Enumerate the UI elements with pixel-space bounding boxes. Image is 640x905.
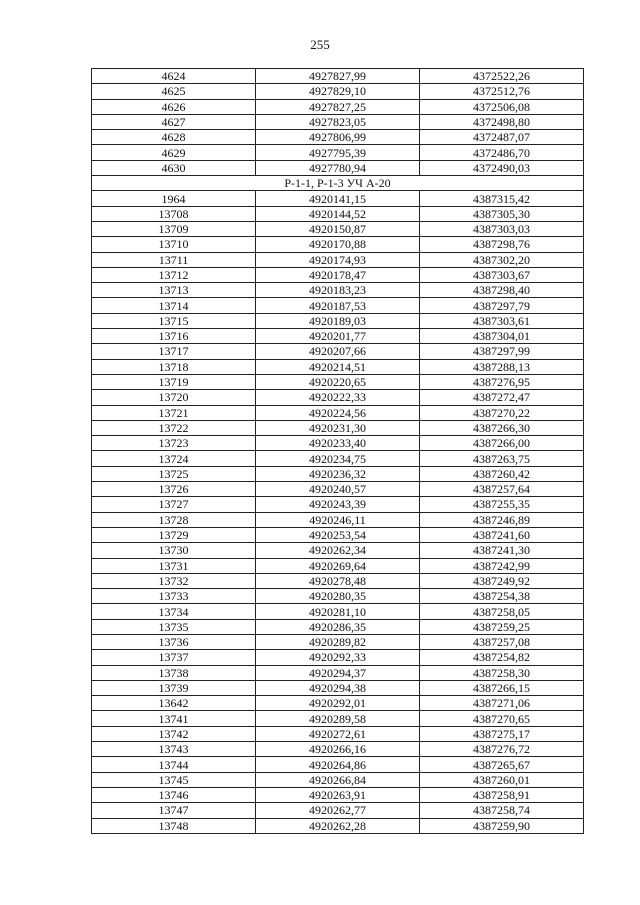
point-number-cell: 13735	[92, 619, 256, 634]
point-number-cell: 13747	[92, 803, 256, 818]
table-row	[92, 512, 584, 527]
point-number-cell: 13708	[92, 206, 256, 221]
point-number-cell: 13642	[92, 696, 256, 711]
point-number-cell: 13709	[92, 221, 256, 236]
point-number-cell: 13729	[92, 527, 256, 542]
x-coordinate-cell: 4920272,61	[256, 726, 420, 741]
point-number-cell: 13715	[92, 313, 256, 328]
table-row	[92, 543, 584, 558]
y-coordinate-cell: 4387259,90	[420, 818, 584, 833]
y-coordinate-cell: 4387258,30	[420, 665, 584, 680]
y-coordinate-cell: 4387255,35	[420, 497, 584, 512]
y-coordinate-cell: 4372498,80	[420, 114, 584, 129]
table-row	[92, 787, 584, 802]
table-row	[92, 390, 584, 405]
y-coordinate-cell: 4387254,38	[420, 589, 584, 604]
table-row	[92, 359, 584, 374]
x-coordinate-cell: 4920187,53	[256, 298, 420, 313]
point-number-cell: 4629	[92, 145, 256, 160]
section-title: Р-1-1, Р-1-3 УЧ А-20	[92, 176, 584, 191]
y-coordinate-cell: 4387270,65	[420, 711, 584, 726]
point-number-cell: 13723	[92, 436, 256, 451]
point-number-cell: 13716	[92, 329, 256, 344]
table-row	[92, 451, 584, 466]
x-coordinate-cell: 4920266,84	[256, 772, 420, 787]
point-number-cell: 13743	[92, 742, 256, 757]
y-coordinate-cell: 4372506,08	[420, 99, 584, 114]
table-row	[92, 84, 584, 99]
y-coordinate-cell: 4387241,60	[420, 527, 584, 542]
x-coordinate-cell: 4920266,16	[256, 742, 420, 757]
table-row	[92, 604, 584, 619]
x-coordinate-cell: 4920262,34	[256, 543, 420, 558]
x-coordinate-cell: 4920253,54	[256, 527, 420, 542]
y-coordinate-cell: 4387276,72	[420, 742, 584, 757]
x-coordinate-cell: 4920262,28	[256, 818, 420, 833]
y-coordinate-cell: 4387265,67	[420, 757, 584, 772]
table-row	[92, 221, 584, 236]
x-coordinate-cell: 4920233,40	[256, 436, 420, 451]
y-coordinate-cell: 4387260,01	[420, 772, 584, 787]
x-coordinate-cell: 4920289,82	[256, 634, 420, 649]
x-coordinate-cell: 4920240,57	[256, 482, 420, 497]
point-number-cell: 13733	[92, 589, 256, 604]
table-row	[92, 757, 584, 772]
table-row	[92, 191, 584, 206]
x-coordinate-cell: 4927795,39	[256, 145, 420, 160]
y-coordinate-cell: 4387305,30	[420, 206, 584, 221]
table-row	[92, 436, 584, 451]
y-coordinate-cell: 4387241,30	[420, 543, 584, 558]
y-coordinate-cell: 4387302,20	[420, 252, 584, 267]
y-coordinate-cell: 4387260,42	[420, 466, 584, 481]
table-row	[92, 711, 584, 726]
y-coordinate-cell: 4387298,76	[420, 237, 584, 252]
table-row	[92, 619, 584, 634]
y-coordinate-cell: 4387258,05	[420, 604, 584, 619]
y-coordinate-cell: 4372490,03	[420, 160, 584, 175]
point-number-cell: 13730	[92, 543, 256, 558]
table-row	[92, 680, 584, 695]
x-coordinate-cell: 4920224,56	[256, 405, 420, 420]
point-number-cell: 13725	[92, 466, 256, 481]
point-number-cell: 13728	[92, 512, 256, 527]
x-coordinate-cell: 4920286,35	[256, 619, 420, 634]
point-number-cell: 13726	[92, 482, 256, 497]
table-row	[92, 482, 584, 497]
y-coordinate-cell: 4387303,67	[420, 267, 584, 282]
x-coordinate-cell: 4920214,51	[256, 359, 420, 374]
y-coordinate-cell: 4387249,92	[420, 573, 584, 588]
y-coordinate-cell: 4387259,25	[420, 619, 584, 634]
coordinates-table-body	[92, 69, 584, 834]
point-number-cell: 13727	[92, 497, 256, 512]
x-coordinate-cell: 4920234,75	[256, 451, 420, 466]
x-coordinate-cell: 4920141,15	[256, 191, 420, 206]
table-row	[92, 206, 584, 221]
x-coordinate-cell: 4927823,05	[256, 114, 420, 129]
table-row	[92, 130, 584, 145]
y-coordinate-cell: 4387297,99	[420, 344, 584, 359]
x-coordinate-cell: 4920292,33	[256, 650, 420, 665]
x-coordinate-cell: 4920150,87	[256, 221, 420, 236]
point-number-cell: 13744	[92, 757, 256, 772]
table-row	[92, 420, 584, 435]
x-coordinate-cell: 4920280,35	[256, 589, 420, 604]
table-row	[92, 237, 584, 252]
table-row	[92, 329, 584, 344]
x-coordinate-cell: 4920183,23	[256, 283, 420, 298]
y-coordinate-cell: 4372522,26	[420, 69, 584, 84]
table-row	[92, 374, 584, 389]
y-coordinate-cell: 4387272,47	[420, 390, 584, 405]
y-coordinate-cell: 4387303,61	[420, 313, 584, 328]
y-coordinate-cell: 4372512,76	[420, 84, 584, 99]
point-number-cell: 13737	[92, 650, 256, 665]
x-coordinate-cell: 4920201,77	[256, 329, 420, 344]
y-coordinate-cell: 4387275,17	[420, 726, 584, 741]
point-number-cell: 13731	[92, 558, 256, 573]
y-coordinate-cell: 4387315,42	[420, 191, 584, 206]
table-row	[92, 283, 584, 298]
point-number-cell: 13721	[92, 405, 256, 420]
point-number-cell: 13732	[92, 573, 256, 588]
y-coordinate-cell: 4387271,06	[420, 696, 584, 711]
table-row	[92, 634, 584, 649]
point-number-cell: 1964	[92, 191, 256, 206]
page-number: 255	[310, 37, 330, 52]
point-number-cell: 4624	[92, 69, 256, 84]
x-coordinate-cell: 4920294,38	[256, 680, 420, 695]
x-coordinate-cell: 4920264,86	[256, 757, 420, 772]
table-row	[92, 114, 584, 129]
table-row	[92, 665, 584, 680]
point-number-cell: 13738	[92, 665, 256, 680]
x-coordinate-cell: 4927780,94	[256, 160, 420, 175]
x-coordinate-cell: 4920170,88	[256, 237, 420, 252]
section-header-row	[92, 176, 584, 191]
x-coordinate-cell: 4920292,01	[256, 696, 420, 711]
point-number-cell: 13717	[92, 344, 256, 359]
y-coordinate-cell: 4387270,22	[420, 405, 584, 420]
y-coordinate-cell: 4387298,40	[420, 283, 584, 298]
table-row	[92, 818, 584, 833]
x-coordinate-cell: 4927827,25	[256, 99, 420, 114]
point-number-cell: 13713	[92, 283, 256, 298]
point-number-cell: 13712	[92, 267, 256, 282]
point-number-cell: 13718	[92, 359, 256, 374]
x-coordinate-cell: 4920231,30	[256, 420, 420, 435]
table-row	[92, 742, 584, 757]
point-number-cell: 13719	[92, 374, 256, 389]
x-coordinate-cell: 4920144,52	[256, 206, 420, 221]
point-number-cell: 4630	[92, 160, 256, 175]
point-number-cell: 13722	[92, 420, 256, 435]
y-coordinate-cell: 4387254,82	[420, 650, 584, 665]
y-coordinate-cell: 4387288,13	[420, 359, 584, 374]
x-coordinate-cell: 4920281,10	[256, 604, 420, 619]
coordinates-table	[91, 68, 584, 834]
table-row	[92, 527, 584, 542]
x-coordinate-cell: 4920278,48	[256, 573, 420, 588]
y-coordinate-cell: 4387258,91	[420, 787, 584, 802]
x-coordinate-cell: 4920207,66	[256, 344, 420, 359]
y-coordinate-cell: 4387266,00	[420, 436, 584, 451]
y-coordinate-cell: 4387297,79	[420, 298, 584, 313]
y-coordinate-cell: 4387266,30	[420, 420, 584, 435]
y-coordinate-cell: 4387246,89	[420, 512, 584, 527]
point-number-cell: 13724	[92, 451, 256, 466]
x-coordinate-cell: 4920189,03	[256, 313, 420, 328]
point-number-cell: 13746	[92, 787, 256, 802]
point-number-cell: 13742	[92, 726, 256, 741]
point-number-cell: 4625	[92, 84, 256, 99]
point-number-cell: 13741	[92, 711, 256, 726]
x-coordinate-cell: 4920263,91	[256, 787, 420, 802]
table-row	[92, 589, 584, 604]
table-row	[92, 466, 584, 481]
table-row	[92, 344, 584, 359]
y-coordinate-cell: 4372486,70	[420, 145, 584, 160]
y-coordinate-cell: 4372487,07	[420, 130, 584, 145]
point-number-cell: 4627	[92, 114, 256, 129]
y-coordinate-cell: 4387242,99	[420, 558, 584, 573]
point-number-cell: 13711	[92, 252, 256, 267]
point-number-cell: 13714	[92, 298, 256, 313]
point-number-cell: 13736	[92, 634, 256, 649]
table-row	[92, 803, 584, 818]
table-row	[92, 772, 584, 787]
y-coordinate-cell: 4387276,95	[420, 374, 584, 389]
point-number-cell: 13734	[92, 604, 256, 619]
y-coordinate-cell: 4387304,01	[420, 329, 584, 344]
x-coordinate-cell: 4920174,93	[256, 252, 420, 267]
table-row	[92, 99, 584, 114]
y-coordinate-cell: 4387258,74	[420, 803, 584, 818]
x-coordinate-cell: 4920294,37	[256, 665, 420, 680]
table-row	[92, 313, 584, 328]
table-row	[92, 726, 584, 741]
table-row	[92, 405, 584, 420]
table-row	[92, 69, 584, 84]
x-coordinate-cell: 4920222,33	[256, 390, 420, 405]
table-row	[92, 145, 584, 160]
x-coordinate-cell: 4927827,99	[256, 69, 420, 84]
x-coordinate-cell: 4920236,32	[256, 466, 420, 481]
table-row	[92, 650, 584, 665]
x-coordinate-cell: 4920289,58	[256, 711, 420, 726]
point-number-cell: 4626	[92, 99, 256, 114]
y-coordinate-cell: 4387303,03	[420, 221, 584, 236]
table-row	[92, 573, 584, 588]
point-number-cell: 13739	[92, 680, 256, 695]
point-number-cell: 13710	[92, 237, 256, 252]
x-coordinate-cell: 4920262,77	[256, 803, 420, 818]
y-coordinate-cell: 4387257,08	[420, 634, 584, 649]
x-coordinate-cell: 4927829,10	[256, 84, 420, 99]
y-coordinate-cell: 4387263,75	[420, 451, 584, 466]
table-row	[92, 298, 584, 313]
x-coordinate-cell: 4920269,64	[256, 558, 420, 573]
table-row	[92, 497, 584, 512]
point-number-cell: 13745	[92, 772, 256, 787]
x-coordinate-cell: 4920246,11	[256, 512, 420, 527]
table-row	[92, 558, 584, 573]
table-row	[92, 696, 584, 711]
x-coordinate-cell: 4920178,47	[256, 267, 420, 282]
point-number-cell: 13720	[92, 390, 256, 405]
y-coordinate-cell: 4387266,15	[420, 680, 584, 695]
point-number-cell: 13748	[92, 818, 256, 833]
x-coordinate-cell: 4920220,65	[256, 374, 420, 389]
point-number-cell: 4628	[92, 130, 256, 145]
x-coordinate-cell: 4927806,99	[256, 130, 420, 145]
x-coordinate-cell: 4920243,39	[256, 497, 420, 512]
y-coordinate-cell: 4387257,64	[420, 482, 584, 497]
table-row	[92, 160, 584, 175]
table-row	[92, 267, 584, 282]
table-row	[92, 252, 584, 267]
